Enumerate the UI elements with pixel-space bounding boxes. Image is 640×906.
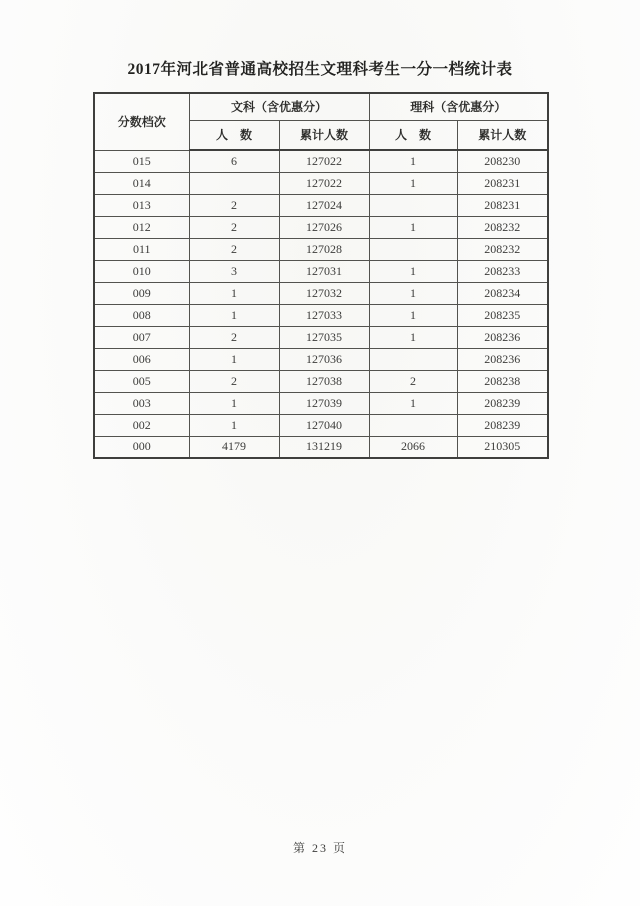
arts-cumulative-cell: 131219 <box>279 436 369 458</box>
table-row <box>94 370 548 392</box>
table-row <box>94 216 548 238</box>
score-level-cell: 013 <box>94 194 189 216</box>
science-cumulative-cell: 208233 <box>457 260 548 282</box>
table-row <box>94 304 548 326</box>
science-count-cell <box>369 348 457 370</box>
score-level-cell: 012 <box>94 216 189 238</box>
science-cumulative-cell: 210305 <box>457 436 548 458</box>
arts-cumulative-cell: 127028 <box>279 238 369 260</box>
table-row <box>94 282 548 304</box>
science-cumulative-cell: 208230 <box>457 150 548 172</box>
page-number: 第 23 页 <box>292 841 347 855</box>
arts-cumulative-cell: 127024 <box>279 194 369 216</box>
science-cumulative-cell: 208236 <box>457 348 548 370</box>
arts-cumulative-header: 累计人数 <box>279 120 369 150</box>
arts-count-cell: 1 <box>189 348 279 370</box>
table-row <box>94 414 548 436</box>
arts-count-cell: 4179 <box>189 436 279 458</box>
table-row <box>94 260 548 282</box>
score-distribution-table <box>93 92 549 459</box>
science-count-cell: 2066 <box>369 436 457 458</box>
science-count-cell: 1 <box>369 304 457 326</box>
arts-cumulative-cell: 127035 <box>279 326 369 348</box>
arts-count-cell: 2 <box>189 238 279 260</box>
science-count-cell: 1 <box>369 216 457 238</box>
arts-cumulative-cell: 127038 <box>279 370 369 392</box>
arts-count-cell: 3 <box>189 260 279 282</box>
arts-count-cell: 2 <box>189 370 279 392</box>
arts-cumulative-cell: 127026 <box>279 216 369 238</box>
arts-count-cell: 2 <box>189 216 279 238</box>
score-level-cell: 002 <box>94 414 189 436</box>
science-cumulative-header: 累计人数 <box>457 120 548 150</box>
science-cumulative-cell: 208235 <box>457 304 548 326</box>
arts-cumulative-cell: 127036 <box>279 348 369 370</box>
score-level-cell: 007 <box>94 326 189 348</box>
science-count-cell: 2 <box>369 370 457 392</box>
score-level-cell: 003 <box>94 392 189 414</box>
science-count-cell: 1 <box>369 326 457 348</box>
science-count-cell <box>369 238 457 260</box>
table-row <box>94 436 548 458</box>
science-cumulative-cell: 208239 <box>457 392 548 414</box>
document-title: 2017年河北省普通高校招生文理科考生一分一档统计表 <box>127 61 513 78</box>
science-cumulative-cell: 208231 <box>457 172 548 194</box>
arts-cumulative-cell: 127031 <box>279 260 369 282</box>
science-cumulative-cell: 208231 <box>457 194 548 216</box>
table-row <box>94 326 548 348</box>
score-level-cell: 000 <box>94 436 189 458</box>
science-cumulative-cell: 208236 <box>457 326 548 348</box>
arts-count-cell: 1 <box>189 304 279 326</box>
score-level-cell: 009 <box>94 282 189 304</box>
score-level-cell: 010 <box>94 260 189 282</box>
science-count-cell: 1 <box>369 392 457 414</box>
table-row <box>94 150 548 172</box>
arts-cumulative-cell: 127040 <box>279 414 369 436</box>
arts-cumulative-cell: 127033 <box>279 304 369 326</box>
arts-count-cell: 6 <box>189 150 279 172</box>
arts-group-header: 文科（含优惠分） <box>189 93 369 120</box>
science-count-cell: 1 <box>369 172 457 194</box>
score-level-cell: 005 <box>94 370 189 392</box>
arts-cumulative-cell: 127039 <box>279 392 369 414</box>
arts-count-cell: 2 <box>189 326 279 348</box>
science-count-cell: 1 <box>369 260 457 282</box>
score-level-header: 分数档次 <box>94 93 189 150</box>
arts-cumulative-cell: 127032 <box>279 282 369 304</box>
table-row <box>94 348 548 370</box>
score-level-cell: 008 <box>94 304 189 326</box>
arts-count-cell <box>189 172 279 194</box>
table-row <box>94 238 548 260</box>
science-count-header: 人 数 <box>369 120 457 150</box>
arts-count-cell: 2 <box>189 194 279 216</box>
score-level-cell: 014 <box>94 172 189 194</box>
science-count-cell: 1 <box>369 282 457 304</box>
science-cumulative-cell: 208234 <box>457 282 548 304</box>
science-cumulative-cell: 208238 <box>457 370 548 392</box>
arts-count-cell: 1 <box>189 392 279 414</box>
table-row <box>94 172 548 194</box>
table-header <box>94 93 548 150</box>
arts-count-header: 人 数 <box>189 120 279 150</box>
score-level-cell: 015 <box>94 150 189 172</box>
science-group-header: 理科（含优惠分） <box>369 93 548 120</box>
science-cumulative-cell: 208239 <box>457 414 548 436</box>
arts-count-cell: 1 <box>189 282 279 304</box>
score-level-cell: 006 <box>94 348 189 370</box>
score-level-cell: 011 <box>94 238 189 260</box>
table-body <box>94 150 548 458</box>
science-count-cell <box>369 194 457 216</box>
arts-cumulative-cell: 127022 <box>279 172 369 194</box>
arts-cumulative-cell: 127022 <box>279 150 369 172</box>
science-count-cell <box>369 414 457 436</box>
science-cumulative-cell: 208232 <box>457 238 548 260</box>
science-cumulative-cell: 208232 <box>457 216 548 238</box>
science-count-cell: 1 <box>369 150 457 172</box>
table-row <box>94 194 548 216</box>
table-row <box>94 392 548 414</box>
table-header-group-row <box>94 93 548 120</box>
arts-count-cell: 1 <box>189 414 279 436</box>
